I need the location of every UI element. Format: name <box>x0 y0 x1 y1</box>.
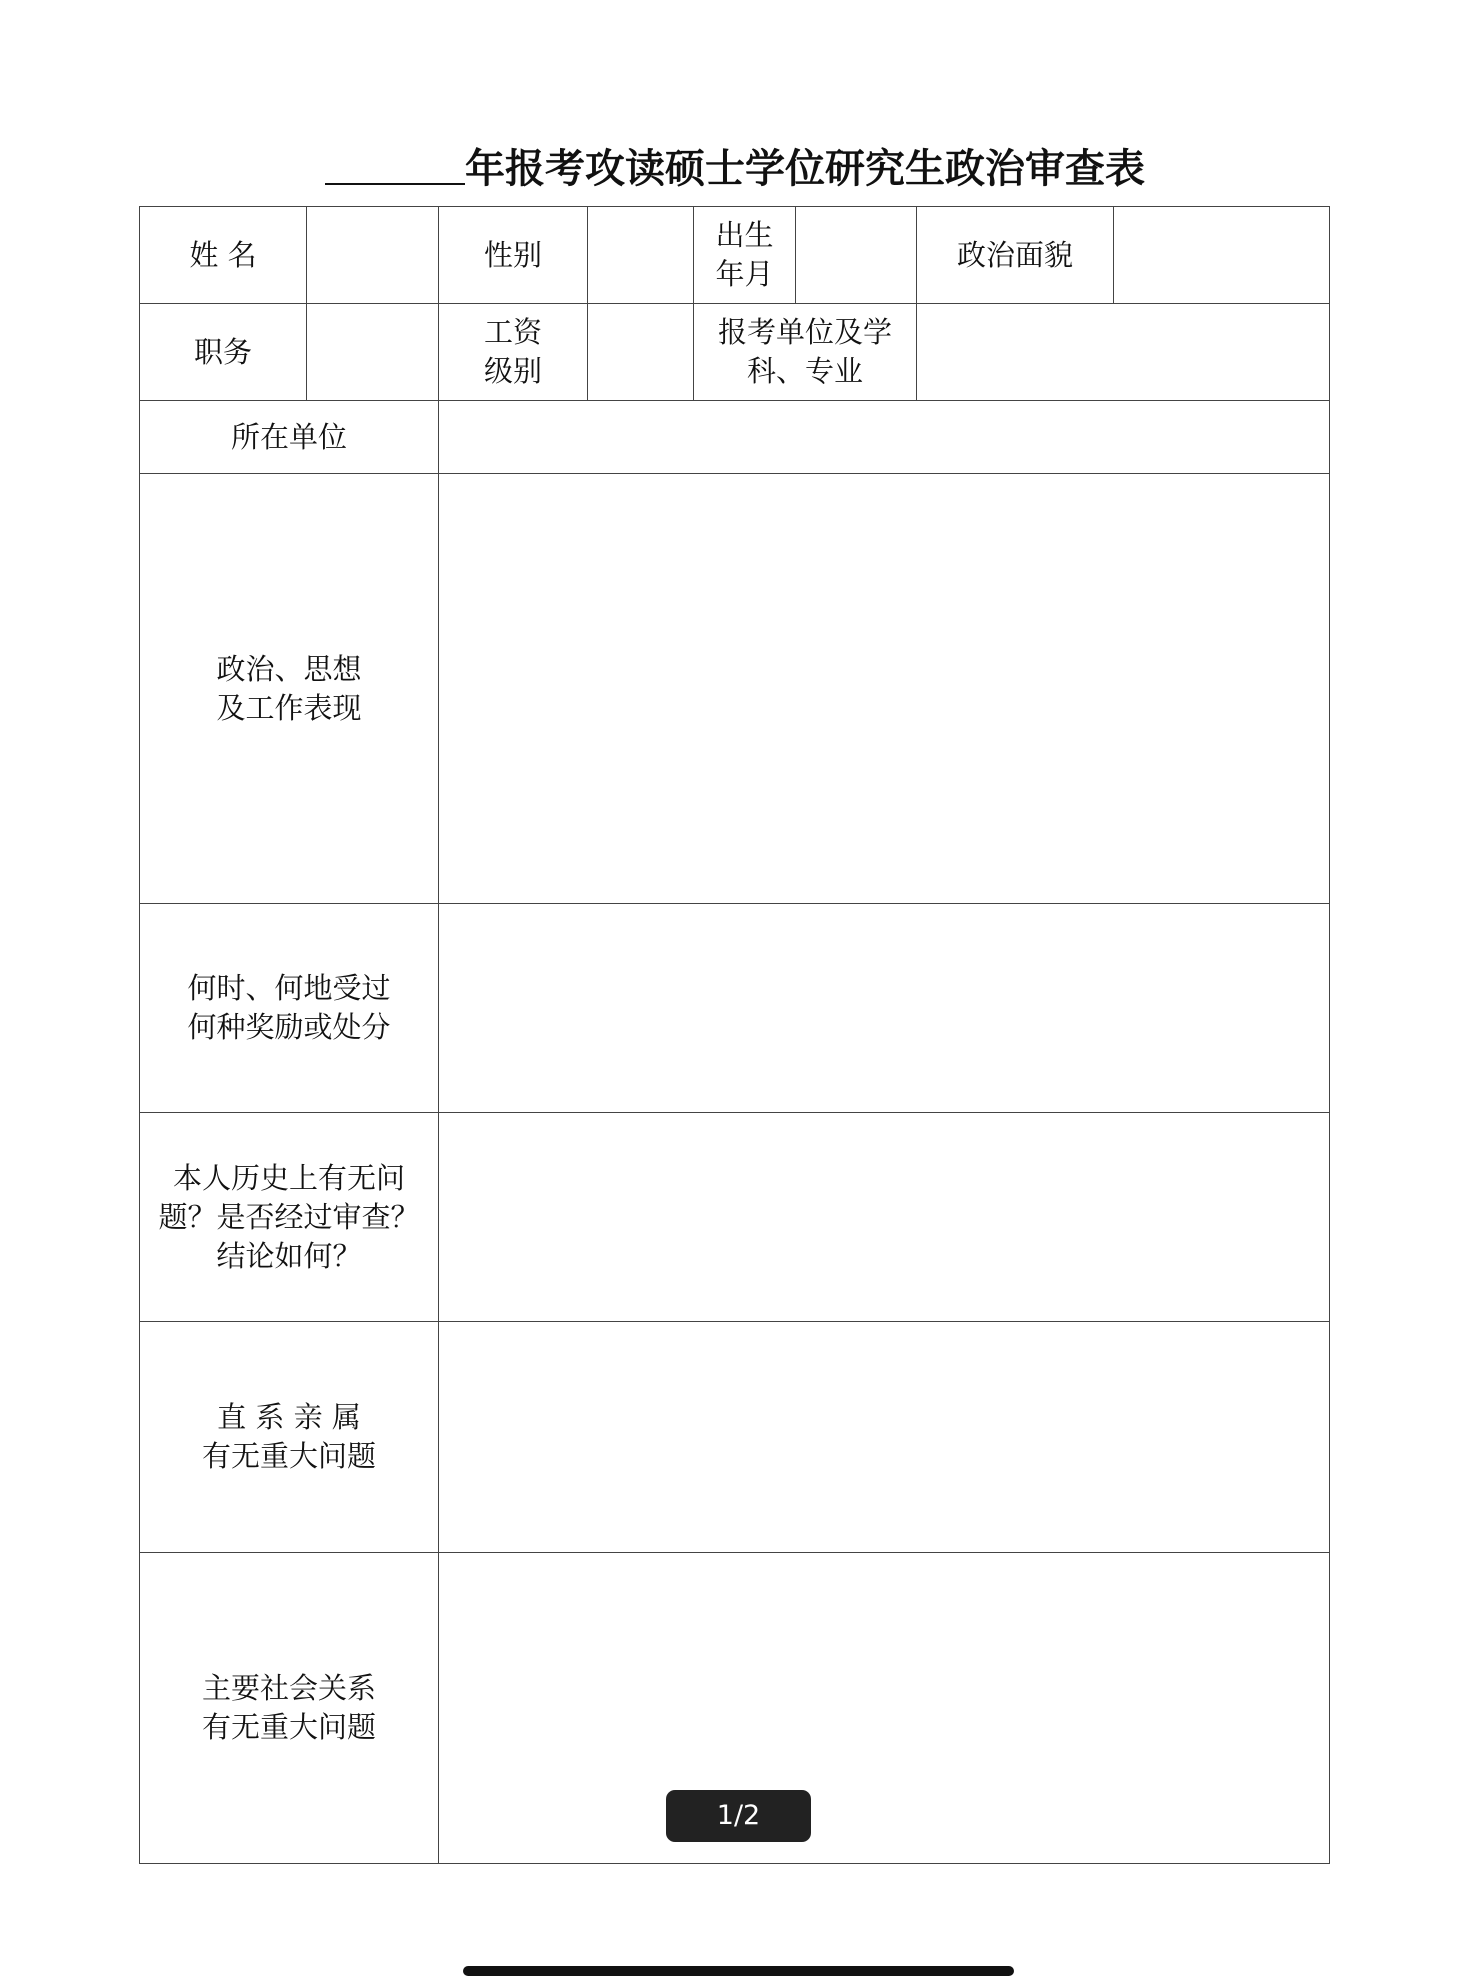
history-value <box>439 1113 1330 1322</box>
social-relations-value <box>439 1553 1330 1864</box>
relatives-value <box>439 1322 1330 1553</box>
salary-grade-label: 工资 级别 <box>439 304 588 401</box>
apply-unit-label: 报考单位及学 科、专业 <box>694 304 917 401</box>
rewards-label: 何时、何地受过 何种奖励或处分 <box>140 904 439 1113</box>
birth-date-label: 出生 年月 <box>694 207 796 304</box>
form-title: 年报考攻读硕士学位研究生政治审查表 <box>465 146 1145 192</box>
rewards-value <box>439 904 1330 1113</box>
work-unit-label: 所在单位 <box>140 401 439 474</box>
history-label: 本人历史上有无问 题？是否经过审查？ 结论如何？ <box>140 1113 439 1322</box>
table-row <box>140 904 1330 1113</box>
position-label: 职务 <box>140 304 307 401</box>
performance-label: 政治、思想 及工作表现 <box>140 474 439 904</box>
name-label: 姓 名 <box>140 207 307 304</box>
form-title-row <box>0 135 1475 195</box>
relatives-label: 直 系 亲 属 有无重大问题 <box>140 1322 439 1553</box>
page-indicator: 1/2 <box>666 1790 811 1842</box>
year-blank-line <box>325 183 465 185</box>
apply-unit-value <box>917 304 1330 401</box>
name-value <box>307 207 439 304</box>
table-row <box>140 1113 1330 1322</box>
political-status-value <box>1114 207 1330 304</box>
social-relations-label: 主要社会关系 有无重大问题 <box>140 1553 439 1864</box>
political-review-form-table <box>139 206 1330 1864</box>
table-row <box>140 401 1330 474</box>
position-value <box>307 304 439 401</box>
table-row <box>140 207 1330 304</box>
performance-value <box>439 474 1330 904</box>
birth-date-value <box>796 207 917 304</box>
political-status-label: 政治面貌 <box>917 207 1114 304</box>
table-row <box>140 474 1330 904</box>
salary-grade-value <box>588 304 694 401</box>
table-row <box>140 1322 1330 1553</box>
gender-value <box>588 207 694 304</box>
work-unit-value <box>439 401 1330 474</box>
gender-label: 性别 <box>439 207 588 304</box>
table-row <box>140 304 1330 401</box>
